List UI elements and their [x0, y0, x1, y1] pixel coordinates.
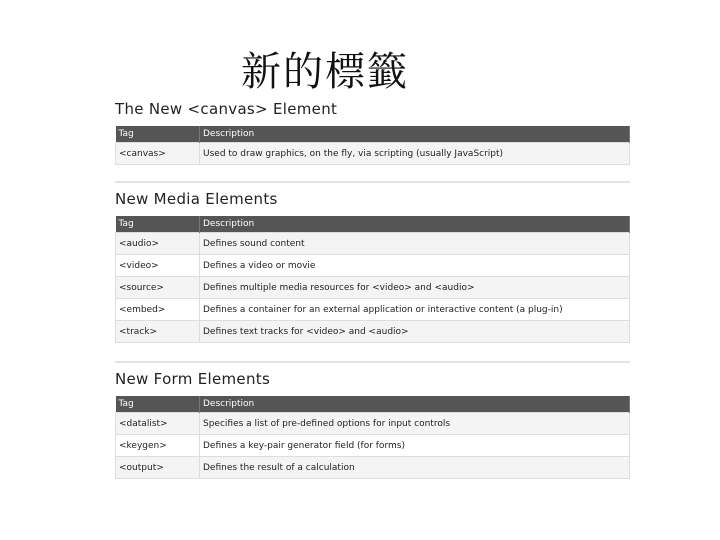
- description-cell: Defines a video or movie: [200, 255, 630, 277]
- tag-cell: <embed>: [116, 299, 200, 321]
- description-column-header: Description: [200, 216, 630, 233]
- tag-cell: <canvas>: [116, 143, 200, 165]
- table-row: [116, 143, 630, 165]
- section-heading: New Media Elements: [115, 190, 278, 208]
- description-column-header: Description: [200, 396, 630, 413]
- tag-column-header: Tag: [116, 396, 200, 413]
- tag-cell: <track>: [116, 321, 200, 343]
- description-cell: Defines text tracks for <video> and <audio>: [200, 321, 630, 343]
- tag-cell: <video>: [116, 255, 200, 277]
- tag-cell: <audio>: [116, 233, 200, 255]
- table-row: [116, 435, 630, 457]
- table-row: [116, 413, 630, 435]
- description-cell: Used to draw graphics, on the fly, via scripting (usually JavaScript): [200, 143, 630, 165]
- tag-cell: <source>: [116, 277, 200, 299]
- form-section: [115, 370, 630, 479]
- canvas-section: [115, 100, 630, 165]
- table-header-row: [116, 396, 630, 413]
- tag-cell: <keygen>: [116, 435, 200, 457]
- table-row: [116, 321, 630, 343]
- table-row: [116, 457, 630, 479]
- section-divider: [115, 181, 630, 183]
- section-divider: [115, 361, 630, 363]
- table-row: [116, 255, 630, 277]
- tag-column-header: Tag: [116, 216, 200, 233]
- table-row: [116, 299, 630, 321]
- table-header-row: [116, 216, 630, 233]
- description-cell: Defines multiple media resources for <video> and <audio>: [200, 277, 630, 299]
- media-table: [115, 216, 630, 343]
- tag-cell: <datalist>: [116, 413, 200, 435]
- media-section: [115, 190, 630, 343]
- description-cell: Defines the result of a calculation: [200, 457, 630, 479]
- section-heading: The New <canvas> Element: [115, 100, 338, 118]
- description-cell: Defines a key-pair generator field (for forms): [200, 435, 630, 457]
- description-cell: Defines a container for an external application or interactive content (a plug-in): [200, 299, 630, 321]
- table-row: [116, 233, 630, 255]
- form-table: [115, 396, 630, 479]
- tag-cell: <output>: [116, 457, 200, 479]
- description-cell: Specifies a list of pre-defined options for input controls: [200, 413, 630, 435]
- description-column-header: Description: [200, 126, 630, 143]
- slide-title: 新的標籤: [241, 49, 409, 95]
- canvas-table: [115, 126, 630, 165]
- table-header-row: [116, 126, 630, 143]
- section-heading: New Form Elements: [115, 370, 271, 388]
- description-cell: Defines sound content: [200, 233, 630, 255]
- table-row: [116, 277, 630, 299]
- tag-column-header: Tag: [116, 126, 200, 143]
